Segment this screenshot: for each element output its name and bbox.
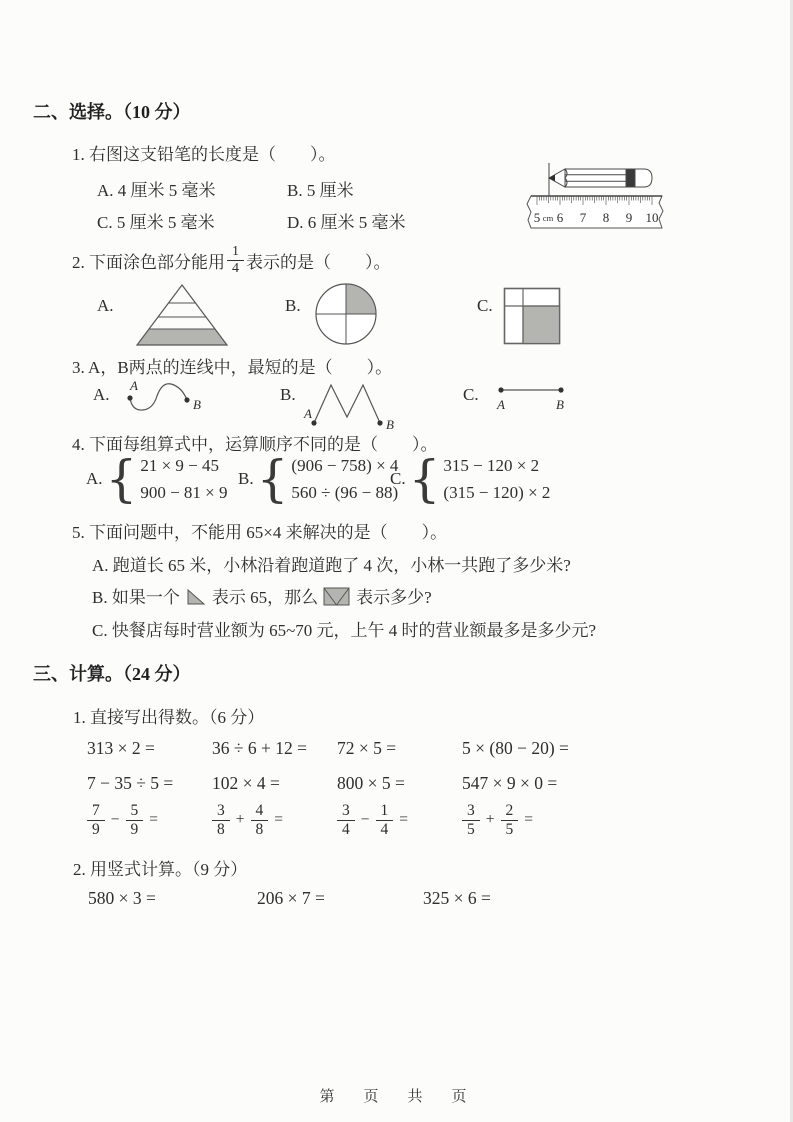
q4-group-b: [238, 452, 398, 506]
ruler-number: 6: [556, 210, 564, 225]
equation: 325 × 6 =: [423, 888, 491, 908]
s3-q1-heading: 1. 直接写出得数。（6 分）: [73, 708, 265, 727]
q2-label-c: C.: [477, 296, 493, 315]
q1-option-b: B. 5 厘米: [287, 181, 354, 200]
q5-option-c: C. 快餐店每时营业额为 65~70 元，上午 4 时的营业额最多是多少元?: [92, 621, 597, 640]
q5-option-b-post: 表示多少?: [356, 588, 432, 607]
fraction-numerator: 4: [255, 802, 264, 819]
q2-stem-pre: 2. 下面涂色部分能用: [72, 253, 225, 273]
q4-group-c: [390, 452, 550, 506]
q4-label-c: C.: [390, 469, 406, 488]
circle-quarters-figure: [314, 281, 378, 347]
equation: 36 ÷ 6 + 12 =: [212, 738, 307, 758]
equation: 580 × 3 =: [88, 888, 156, 908]
section-2-heading: 二、选择。（10 分）: [33, 102, 191, 122]
equals-sign: =: [524, 811, 533, 829]
equation: 5 × (80 − 20) =: [462, 738, 569, 758]
q5-option-b-pre: B. 如果一个: [92, 588, 180, 607]
operator: +: [485, 811, 495, 829]
fraction-denominator: 9: [87, 820, 105, 839]
fraction-denominator: 8: [212, 820, 230, 839]
expression: 900 − 81 × 9: [140, 483, 228, 502]
q3-label-c: C.: [463, 385, 479, 404]
q1-stem: 1. 右图这支铅笔的长度是（ ）。: [72, 145, 336, 164]
zigzag-line-figure: [303, 376, 395, 432]
fraction: [126, 802, 144, 839]
left-brace: {: [256, 450, 289, 508]
operator: +: [235, 811, 245, 829]
q3-label-b: B.: [280, 385, 296, 404]
left-brace: {: [408, 450, 441, 508]
page-bleed-artifact: [560, 302, 745, 328]
shaded-triangle-icon: [185, 587, 207, 607]
fraction-equation: [337, 802, 408, 839]
expression: 315 − 120 × 2: [443, 456, 540, 475]
operator: −: [110, 811, 120, 829]
ruler-unit-label: cm: [542, 213, 554, 223]
q1-option-d: D. 6 厘米 5 毫米: [287, 213, 406, 232]
fraction: [501, 802, 519, 839]
fraction-numerator: 1: [232, 244, 239, 259]
fraction-numerator: 1: [380, 802, 389, 819]
fraction: [212, 802, 230, 839]
q2-label-b: B.: [285, 296, 301, 315]
q5-option-a: A. 跑道长 65 米，小林沿着跑道跑了 4 次，小林一共跑了多少米?: [92, 556, 571, 575]
fraction-numerator: 7: [92, 802, 100, 819]
fraction-denominator: 8: [251, 820, 269, 839]
point-b-label: B: [386, 417, 394, 432]
ruler-body: [527, 196, 663, 228]
equation: 547 × 9 × 0 =: [462, 773, 558, 793]
point-a-label: A: [130, 378, 138, 393]
fraction-denominator: 4: [227, 260, 244, 277]
q4-group-a: [86, 452, 228, 506]
equation: 102 × 4 =: [212, 773, 280, 793]
ruler-number: 5: [533, 210, 541, 225]
equals-sign: =: [149, 811, 158, 829]
fraction-numerator: 3: [467, 802, 475, 819]
equation: 800 × 5 =: [337, 773, 405, 793]
expression: (315 − 120) × 2: [443, 483, 551, 502]
fraction-numerator: 2: [505, 802, 514, 819]
q5-option-b: [92, 583, 432, 608]
fraction: [462, 802, 480, 839]
q1-option-a: A. 4 厘米 5 毫米: [97, 181, 216, 200]
fraction-denominator: 4: [337, 820, 355, 839]
q3-stem: 3. A，B两点的连线中，最短的是（ ）。: [72, 358, 393, 377]
q2-label-a: A.: [97, 296, 114, 315]
triangle-bands-figure: [135, 282, 230, 348]
fraction-equation: [212, 802, 283, 839]
fraction-numerator: 5: [130, 802, 139, 819]
fraction-denominator: 9: [126, 820, 144, 839]
s3-q2-heading: 2. 用竖式计算。（9 分）: [73, 860, 248, 879]
operator: −: [360, 811, 370, 829]
equals-sign: =: [399, 811, 408, 829]
q1-option-c: C. 5 厘米 5 毫米: [97, 213, 215, 232]
q4-label-a: A.: [86, 469, 103, 488]
fraction-numerator: 3: [217, 802, 225, 819]
pencil-ruler-figure: [520, 158, 672, 236]
left-brace: {: [105, 450, 138, 508]
q2-stem: [72, 244, 391, 277]
q4-group-b-lines: [291, 452, 398, 506]
equation: 7 − 35 ÷ 5 =: [87, 773, 174, 793]
expression: 21 × 9 − 45: [140, 456, 220, 475]
point-b-label: B: [556, 397, 564, 412]
curved-line-figure: [120, 378, 208, 422]
q4-label-b: B.: [238, 469, 254, 488]
equals-sign: =: [274, 811, 283, 829]
fraction: [251, 802, 269, 839]
equation: 72 × 5 =: [337, 738, 397, 758]
ruler-number: 9: [625, 210, 633, 225]
expression: (906 − 758) × 4: [291, 456, 399, 475]
square-parts-figure: [503, 287, 561, 345]
segment-line-figure: [492, 380, 570, 416]
fraction-equation: [462, 802, 533, 839]
ruler-number: 7: [579, 210, 587, 225]
equation: 206 × 7 =: [257, 888, 325, 908]
footer-page-label: 第 页 共 页: [319, 1089, 474, 1105]
q4-group-c-lines: [443, 452, 550, 506]
ruler-number: 8: [602, 210, 610, 225]
point-a-label: A: [497, 397, 505, 412]
equation: 313 × 2 =: [87, 738, 155, 758]
fraction-denominator: 4: [376, 820, 394, 839]
square-of-triangles-icon: [323, 587, 351, 607]
fraction-denominator: 5: [462, 820, 480, 839]
q4-group-a-lines: [140, 452, 227, 506]
fraction-denominator: 5: [501, 820, 519, 839]
q5-option-b-mid: 表示 65，那么: [211, 588, 319, 607]
q4-stem: 4. 下面每组算式中，运算顺序不同的是（ ）。: [72, 435, 438, 454]
fraction-numerator: 3: [342, 802, 350, 819]
q5-stem: 5. 下面问题中，不能用 65×4 来解决的是（ ）。: [72, 523, 448, 542]
fraction: [376, 802, 394, 839]
q3-label-a: A.: [93, 385, 110, 404]
one-fourth-fraction: [227, 244, 244, 277]
point-a-label: A: [304, 406, 312, 421]
section-3-heading: 三、计算。（24 分）: [33, 664, 191, 684]
fraction: [337, 802, 355, 839]
ruler-number: 10: [645, 210, 659, 225]
q2-stem-post: 表示的是（ ）。: [246, 253, 391, 273]
expression: 560 ÷ (96 − 88): [291, 483, 399, 502]
fraction: [87, 802, 105, 839]
pencil-icon: [549, 169, 652, 187]
point-b-label: B: [193, 397, 201, 412]
fraction-equation: [87, 802, 158, 839]
